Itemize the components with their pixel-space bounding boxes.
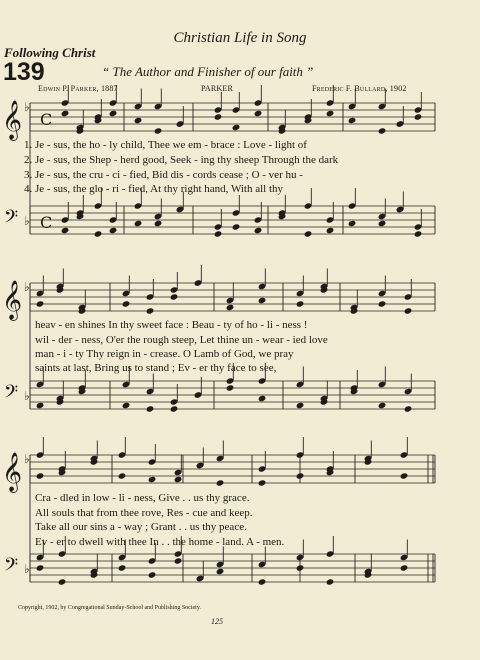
note-head [226,384,235,391]
note-head [326,578,335,585]
lyric-line-3-4: Ev - er to dwell with thee In . . the home - land. A - men. [35,536,285,548]
bass-clef: 𝄢 [4,207,19,232]
lyric-line-2-2: wil - der - ness, O'er the rough steep, Let thine un - wear - ied love [35,334,328,346]
treble-clef: 𝄞 [2,452,23,492]
note-head [134,117,143,124]
note-head [378,402,387,409]
note-head [258,479,267,486]
note-head [296,300,305,307]
note-head [154,127,163,134]
note-head [378,300,387,307]
section-title: Following Christ [4,45,96,60]
note-head [170,293,179,300]
note-head [296,472,305,479]
note-head [122,300,131,307]
note-head [404,405,413,412]
note-head [326,227,335,234]
note-head [154,220,163,227]
note-head [414,113,423,120]
note-head [61,227,70,234]
note-head [348,117,357,124]
lyric-line-1-2: 2. Je - sus, the Shep - herd good, Seek - ing thy sheep Through the dark [24,154,339,166]
note-head [214,113,223,120]
note-head [258,297,267,304]
bass-clef: 𝄢 [4,555,19,580]
bass-clef: 𝄢 [4,382,19,407]
hymn-number: 139 [3,58,45,86]
note-head [254,110,263,117]
note-head [118,564,127,571]
lyric-line-3-1: Cra - dled in low - li - ness, Give . . us thy grace. [35,492,250,504]
note-head [404,307,413,314]
note-head [258,395,267,402]
lyric-line-1-3: 3. Je - sus, the cru - ci - fied, Bid dis - cords cease ; O - ver hu - [24,169,303,181]
note-head [400,472,409,479]
flat-sign: ♭ [24,280,30,294]
note-head [174,476,183,483]
note-head [36,402,45,409]
note-head [296,564,305,571]
note-head [36,564,45,571]
note-head [109,110,118,117]
note-head [232,124,241,131]
note-head [146,307,155,314]
note-head [232,223,241,230]
words-credit: Edwin P. Parker, 1887 [38,84,118,93]
flat-sign: ♭ [24,562,30,576]
note-head [216,479,225,486]
note-head [216,568,225,575]
flat-sign: ♭ [24,100,30,114]
hymn-title: “ The Author and Finisher of our faith ” [102,64,314,79]
note-head [400,564,409,571]
treble-clef: 𝄞 [2,280,23,320]
flat-sign: ♭ [24,214,30,228]
note-head [170,405,179,412]
lyric-line-2-1: heav - en shines In thy sweet face : Beau - ty of ho - li - ness ! [35,319,308,331]
note-head [304,230,313,237]
page-number: 125 [211,617,223,626]
note-head [378,127,387,134]
lyric-line-3-3: Take all our sins a - way ; Grant . . us thy peace. [35,521,247,533]
note-head [58,578,67,585]
note-head [109,227,118,234]
time-signature: C [40,110,53,129]
note-head [118,472,127,479]
note-head [214,230,223,237]
lyric-line-1-1: 1. Je - sus, the ho - ly child, Thee we em - brace : Love - light of [24,139,307,151]
music-credit: Frederic F. Bullard, 1902 [312,84,407,93]
note-head [414,230,423,237]
treble-clef: 𝄞 [2,100,23,140]
note-head [226,304,235,311]
note-head [254,227,263,234]
flat-sign: ♭ [24,389,30,403]
flat-sign: ♭ [24,452,30,466]
lyric-line-1-4: 4. Je - sus, the glo - ri - fied, At thy right hand, With all thy [24,183,284,195]
note-head [148,476,157,483]
note-head [122,402,131,409]
note-head [36,300,45,307]
note-head [296,402,305,409]
note-head [378,220,387,227]
note-head [348,220,357,227]
copyright-notice: Copyright, 1902, by Congregational Sunday-School and Publishing Society. [18,605,201,611]
tune-name: PARKER [201,84,234,93]
note-head [258,578,267,585]
lyric-line-2-3: man - i - ty Thy reign in - crease. O Lamb of God, we pray [35,348,294,360]
lyric-line-2-4: saints at last, Bring us to stand ; Ev - er thy face to see, [35,362,277,374]
note-head [148,571,157,578]
note-head [61,110,70,117]
note-head [326,110,335,117]
lyric-line-3-2: All souls that from thee rove, Res - cue and keep. [35,507,253,519]
note-head [36,472,45,479]
note-head [94,230,103,237]
page-header: Christian Life in Song [173,30,307,46]
note-head [174,557,183,564]
note-head [134,220,143,227]
time-signature: C [40,213,53,232]
note-head [146,405,155,412]
